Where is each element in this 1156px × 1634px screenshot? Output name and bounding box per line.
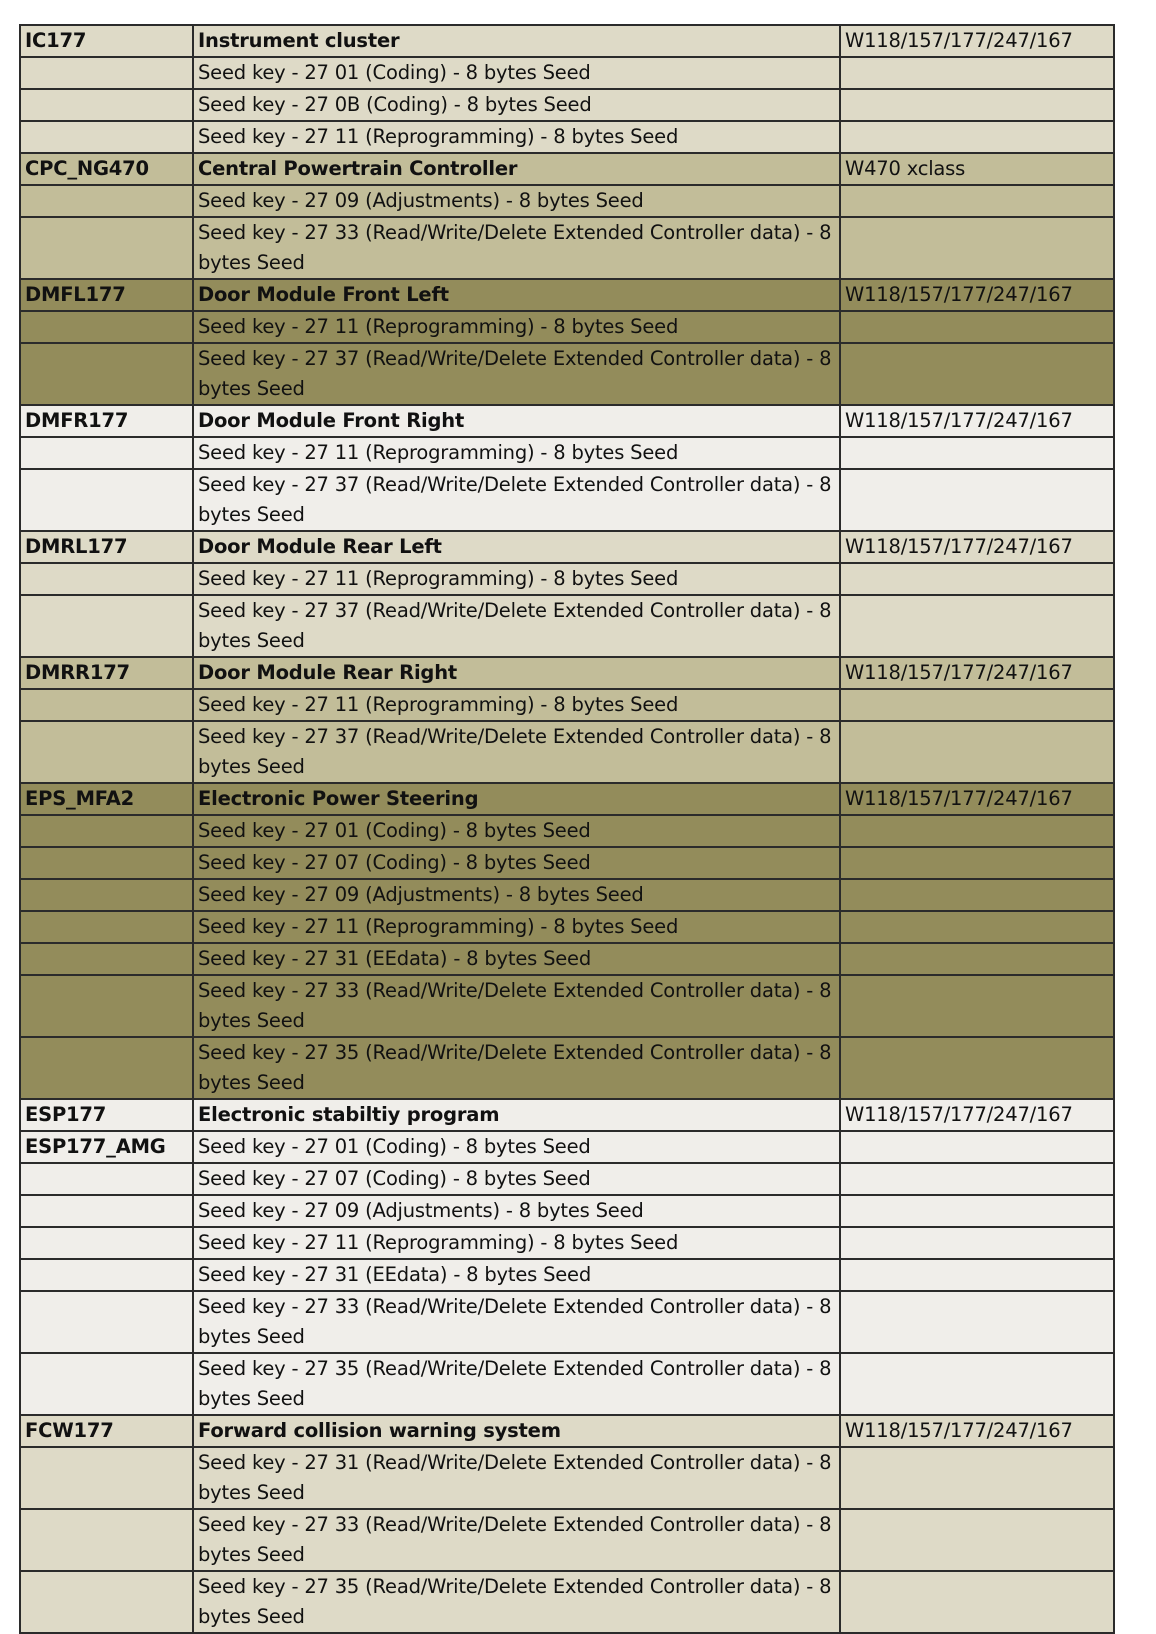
description-cell: Seed key - 27 11 (Reprogramming) - 8 bytes Seed bbox=[193, 689, 840, 721]
module-cell: CPC_NG470 bbox=[20, 153, 193, 185]
vehicles-cell bbox=[840, 57, 1114, 89]
description-cell: Seed key - 27 37 (Read/Write/Delete Extended Controller data) - 8 bytes Seed bbox=[193, 469, 840, 531]
seed-key-row bbox=[20, 1509, 1114, 1571]
seed-key-row bbox=[20, 815, 1114, 847]
module-cell bbox=[20, 563, 193, 595]
seed-key-row bbox=[20, 1259, 1114, 1291]
description-cell: Seed key - 27 35 (Read/Write/Delete Extended Controller data) - 8 bytes Seed bbox=[193, 1353, 840, 1415]
module-header-row bbox=[20, 279, 1114, 311]
module-header-row bbox=[20, 405, 1114, 437]
vehicles-cell: W118/157/177/247/167 bbox=[840, 657, 1114, 689]
module-cell bbox=[20, 1571, 193, 1633]
vehicles-cell: W118/157/177/247/167 bbox=[840, 1099, 1114, 1131]
seed-key-row bbox=[20, 1447, 1114, 1509]
module-cell bbox=[20, 1037, 193, 1099]
vehicles-cell bbox=[840, 721, 1114, 783]
description-cell: Seed key - 27 35 (Read/Write/Delete Extended Controller data) - 8 bytes Seed bbox=[193, 1037, 840, 1099]
vehicles-cell bbox=[840, 975, 1114, 1037]
description-cell: Seed key - 27 11 (Reprogramming) - 8 bytes Seed bbox=[193, 311, 840, 343]
vehicles-cell: W118/157/177/247/167 bbox=[840, 531, 1114, 563]
vehicles-cell bbox=[840, 185, 1114, 217]
vehicles-cell: W118/157/177/247/167 bbox=[840, 405, 1114, 437]
vehicles-cell bbox=[840, 879, 1114, 911]
description-cell: Instrument cluster bbox=[193, 25, 840, 57]
vehicles-cell bbox=[840, 689, 1114, 721]
module-header-row bbox=[20, 531, 1114, 563]
seed-key-row bbox=[20, 847, 1114, 879]
module-cell bbox=[20, 943, 193, 975]
vehicles-cell bbox=[840, 217, 1114, 279]
module-header-row bbox=[20, 1099, 1114, 1131]
module-cell bbox=[20, 1509, 193, 1571]
module-cell bbox=[20, 89, 193, 121]
module-header-row bbox=[20, 1415, 1114, 1447]
vehicles-cell bbox=[840, 595, 1114, 657]
seed-key-row bbox=[20, 343, 1114, 405]
module-cell: IC177 bbox=[20, 25, 193, 57]
seed-key-row bbox=[20, 943, 1114, 975]
seed-key-row bbox=[20, 689, 1114, 721]
seed-key-row bbox=[20, 1195, 1114, 1227]
seed-key-row bbox=[20, 911, 1114, 943]
vehicles-cell bbox=[840, 121, 1114, 153]
description-cell: Seed key - 27 11 (Reprogramming) - 8 bytes Seed bbox=[193, 911, 840, 943]
vehicles-cell bbox=[840, 437, 1114, 469]
description-cell: Seed key - 27 31 (EEdata) - 8 bytes Seed bbox=[193, 1259, 840, 1291]
description-cell: Seed key - 27 37 (Read/Write/Delete Extended Controller data) - 8 bytes Seed bbox=[193, 343, 840, 405]
seed-key-row bbox=[20, 185, 1114, 217]
vehicles-cell: W470 xclass bbox=[840, 153, 1114, 185]
description-cell: Door Module Rear Right bbox=[193, 657, 840, 689]
seed-key-row bbox=[20, 975, 1114, 1037]
module-cell bbox=[20, 815, 193, 847]
description-cell: Seed key - 27 31 (EEdata) - 8 bytes Seed bbox=[193, 943, 840, 975]
vehicles-cell bbox=[840, 469, 1114, 531]
description-cell: Seed key - 27 33 (Read/Write/Delete Extended Controller data) - 8 bytes Seed bbox=[193, 1291, 840, 1353]
vehicles-cell bbox=[840, 563, 1114, 595]
vehicles-cell: W118/157/177/247/167 bbox=[840, 783, 1114, 815]
module-cell bbox=[20, 1259, 193, 1291]
description-cell: Electronic stabiltiy program bbox=[193, 1099, 840, 1131]
module-header-row bbox=[20, 25, 1114, 57]
vehicles-cell bbox=[840, 1227, 1114, 1259]
module-cell bbox=[20, 847, 193, 879]
seed-key-row bbox=[20, 1131, 1114, 1163]
module-cell bbox=[20, 1353, 193, 1415]
description-cell: Seed key - 27 31 (Read/Write/Delete Extended Controller data) - 8 bytes Seed bbox=[193, 1447, 840, 1509]
description-cell: Seed key - 27 11 (Reprogramming) - 8 bytes Seed bbox=[193, 1227, 840, 1259]
description-cell: Seed key - 27 07 (Coding) - 8 bytes Seed bbox=[193, 847, 840, 879]
module-cell bbox=[20, 911, 193, 943]
module-cell: DMRR177 bbox=[20, 657, 193, 689]
module-cell bbox=[20, 469, 193, 531]
module-cell bbox=[20, 689, 193, 721]
seed-key-row bbox=[20, 563, 1114, 595]
description-cell: Seed key - 27 37 (Read/Write/Delete Extended Controller data) - 8 bytes Seed bbox=[193, 721, 840, 783]
vehicles-cell bbox=[840, 343, 1114, 405]
vehicles-cell: W118/157/177/247/167 bbox=[840, 279, 1114, 311]
vehicles-cell bbox=[840, 1353, 1114, 1415]
description-cell: Seed key - 27 33 (Read/Write/Delete Extended Controller data) - 8 bytes Seed bbox=[193, 975, 840, 1037]
module-cell bbox=[20, 1163, 193, 1195]
description-cell: Seed key - 27 01 (Coding) - 8 bytes Seed bbox=[193, 57, 840, 89]
vehicles-cell bbox=[840, 1509, 1114, 1571]
module-cell: DMRL177 bbox=[20, 531, 193, 563]
description-cell: Seed key - 27 33 (Read/Write/Delete Extended Controller data) - 8 bytes Seed bbox=[193, 217, 840, 279]
description-cell: Seed key - 27 33 (Read/Write/Delete Extended Controller data) - 8 bytes Seed bbox=[193, 1509, 840, 1571]
seed-key-row bbox=[20, 437, 1114, 469]
description-cell: Seed key - 27 37 (Read/Write/Delete Extended Controller data) - 8 bytes Seed bbox=[193, 595, 840, 657]
module-cell bbox=[20, 1195, 193, 1227]
vehicles-cell bbox=[840, 1131, 1114, 1163]
vehicles-cell bbox=[840, 1163, 1114, 1195]
module-cell bbox=[20, 217, 193, 279]
seed-key-row bbox=[20, 1037, 1114, 1099]
vehicles-cell bbox=[840, 1447, 1114, 1509]
description-cell: Seed key - 27 11 (Reprogramming) - 8 bytes Seed bbox=[193, 437, 840, 469]
vehicles-cell: W118/157/177/247/167 bbox=[840, 25, 1114, 57]
module-cell bbox=[20, 1447, 193, 1509]
seed-key-row bbox=[20, 721, 1114, 783]
seed-key-row bbox=[20, 1227, 1114, 1259]
vehicles-cell bbox=[840, 1291, 1114, 1353]
module-cell bbox=[20, 595, 193, 657]
description-cell: Central Powertrain Controller bbox=[193, 153, 840, 185]
seed-key-table-body bbox=[20, 25, 1114, 1633]
description-cell: Seed key - 27 11 (Reprogramming) - 8 bytes Seed bbox=[193, 121, 840, 153]
seed-key-row bbox=[20, 89, 1114, 121]
vehicles-cell bbox=[840, 847, 1114, 879]
module-cell bbox=[20, 437, 193, 469]
description-cell: Seed key - 27 09 (Adjustments) - 8 bytes Seed bbox=[193, 879, 840, 911]
description-cell: Seed key - 27 11 (Reprogramming) - 8 bytes Seed bbox=[193, 563, 840, 595]
module-cell: ESP177 bbox=[20, 1099, 193, 1131]
description-cell: Seed key - 27 01 (Coding) - 8 bytes Seed bbox=[193, 815, 840, 847]
seed-key-row bbox=[20, 311, 1114, 343]
module-cell bbox=[20, 1227, 193, 1259]
module-cell bbox=[20, 343, 193, 405]
module-cell bbox=[20, 721, 193, 783]
module-header-row bbox=[20, 657, 1114, 689]
description-cell: Door Module Rear Left bbox=[193, 531, 840, 563]
vehicles-cell bbox=[840, 1571, 1114, 1633]
vehicles-cell bbox=[840, 1037, 1114, 1099]
description-cell: Electronic Power Steering bbox=[193, 783, 840, 815]
description-cell: Forward collision warning system bbox=[193, 1415, 840, 1447]
seed-key-row bbox=[20, 217, 1114, 279]
module-cell: FCW177 bbox=[20, 1415, 193, 1447]
seed-key-row bbox=[20, 595, 1114, 657]
vehicles-cell bbox=[840, 1195, 1114, 1227]
vehicles-cell bbox=[840, 911, 1114, 943]
description-cell: Door Module Front Left bbox=[193, 279, 840, 311]
module-cell: DMFL177 bbox=[20, 279, 193, 311]
module-cell: ESP177_AMG bbox=[20, 1131, 193, 1163]
module-cell bbox=[20, 879, 193, 911]
module-header-row bbox=[20, 153, 1114, 185]
description-cell: Seed key - 27 07 (Coding) - 8 bytes Seed bbox=[193, 1163, 840, 1195]
seed-key-row bbox=[20, 57, 1114, 89]
vehicles-cell bbox=[840, 815, 1114, 847]
module-cell bbox=[20, 57, 193, 89]
vehicles-cell bbox=[840, 1259, 1114, 1291]
module-header-row bbox=[20, 783, 1114, 815]
module-cell bbox=[20, 975, 193, 1037]
seed-key-row bbox=[20, 469, 1114, 531]
module-cell: DMFR177 bbox=[20, 405, 193, 437]
seed-key-row bbox=[20, 1291, 1114, 1353]
module-cell: EPS_MFA2 bbox=[20, 783, 193, 815]
description-cell: Seed key - 27 01 (Coding) - 8 bytes Seed bbox=[193, 1131, 840, 1163]
description-cell: Seed key - 27 0B (Coding) - 8 bytes Seed bbox=[193, 89, 840, 121]
seed-key-row bbox=[20, 1571, 1114, 1633]
module-cell bbox=[20, 1291, 193, 1353]
seed-key-table bbox=[19, 24, 1115, 1634]
description-cell: Seed key - 27 35 (Read/Write/Delete Extended Controller data) - 8 bytes Seed bbox=[193, 1571, 840, 1633]
vehicles-cell bbox=[840, 311, 1114, 343]
vehicles-cell bbox=[840, 943, 1114, 975]
description-cell: Door Module Front Right bbox=[193, 405, 840, 437]
description-cell: Seed key - 27 09 (Adjustments) - 8 bytes Seed bbox=[193, 1195, 840, 1227]
module-cell bbox=[20, 121, 193, 153]
description-cell: Seed key - 27 09 (Adjustments) - 8 bytes Seed bbox=[193, 185, 840, 217]
module-cell bbox=[20, 311, 193, 343]
seed-key-row bbox=[20, 1163, 1114, 1195]
seed-key-row bbox=[20, 1353, 1114, 1415]
seed-key-row bbox=[20, 121, 1114, 153]
vehicles-cell bbox=[840, 89, 1114, 121]
module-cell bbox=[20, 185, 193, 217]
vehicles-cell: W118/157/177/247/167 bbox=[840, 1415, 1114, 1447]
seed-key-row bbox=[20, 879, 1114, 911]
